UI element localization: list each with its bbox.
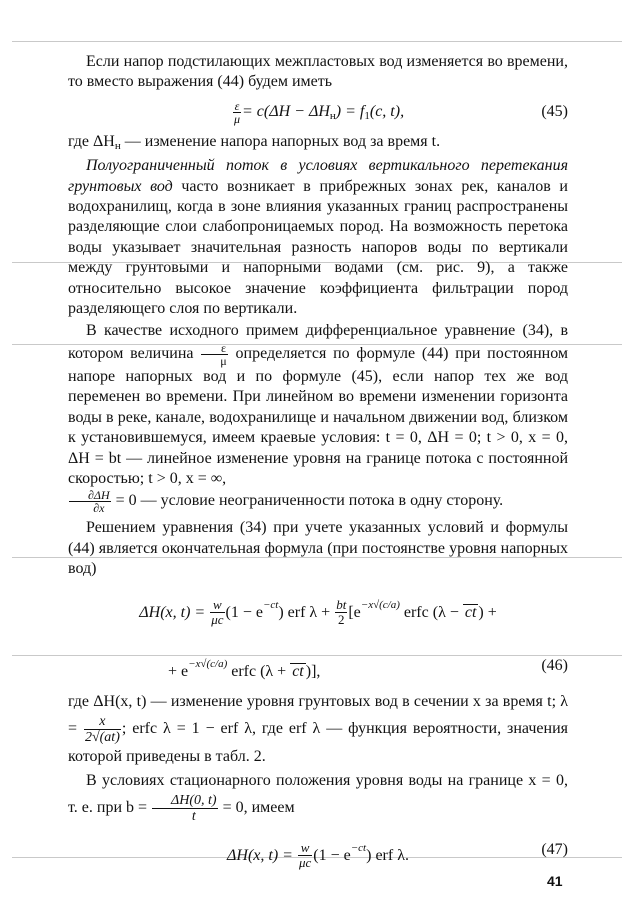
equation-46-line-1: ΔH(x, t) = $\frac{w}{\mu c}$ $(1 - e^{-ct})$ erf λ + $\frac{bt}{2}$ [$e^{-x√(c/a)}$ erfc (λ − ct ) + bbox=[139, 597, 497, 628]
fraction-w-muc: $\frac{w}{\mu c}$ bbox=[211, 597, 224, 628]
fraction-eps-mu: $\frac{\varepsilon}{\mu}$ bbox=[201, 342, 227, 367]
fraction-eps-mu: $\frac{\varepsilon}{\mu}$ bbox=[233, 98, 240, 126]
paragraph-6: где ΔH(x, t) — изменение уровня грунтовых вод в сечении x за время t; λ = $\frac{x}{2√(at)}$ ; erfc λ = 1 − erf λ, где erf λ — функция вероятности, значения которой приведены в табл. 2. bbox=[68, 692, 568, 765]
fraction-partial: $\frac{\partial\Delta H}{\partial x}$ bbox=[69, 489, 111, 514]
equation-46-line-2: + $e^{-x√(c/a)}$ erfc (λ + ct )], (46) bbox=[168, 656, 568, 680]
scan-line bbox=[12, 41, 622, 42]
page-content bbox=[68, 52, 568, 876]
paragraph-4: В качестве исходного примем дифференциальное уравнение (34), в котором величина $\frac{\varepsilon}{\mu}$ определяется по формуле (44) при постоянном напоре напорных вод и по формуле (45), если напор тех же вод переменен во времени. При линейном во времени изменении горизонта воды в реке, канале, водохранилище и начальном движении вод, близком к установившемуся, имеем краевые условия: t = 0, ΔH = 0; t > 0, x = 0, ΔH = bt — линейное изменение уровня на границе потока с постоянной скоростью; t > 0, x = ∞, $\frac{\partial\Delta H}{\partial x}$ = 0 — условие неограниченности потока в одну сторону. bbox=[68, 322, 569, 516]
italic-heading: Полуограниченный поток в условиях вертикального перетекания грунтовых вод bbox=[68, 157, 568, 195]
equation-number: (46) bbox=[541, 656, 568, 674]
equation-number: (47) bbox=[541, 840, 568, 858]
paragraph-5: Решением уравнения (34) при учете указанных условий и формулы (44) является окончательная формула (при постоянстве уровня напорных вод) bbox=[68, 519, 568, 578]
equation-45: $\frac{\varepsilon}{\mu}$ = $c(\Delta H - \Delta H_н) = f_1(c$, t), (45) bbox=[233, 98, 568, 126]
fraction-bt-2: $\frac{bt}{2}$ bbox=[336, 597, 347, 628]
equation-47: ΔH(x, t) = $\frac{w}{\mu c}$ $(1 - e^{-ct})$ erf λ. (47) bbox=[227, 840, 568, 871]
paragraph-1: Если напор подстилающих межпластовых вод изменяется во времени, то вместо выражения (44) будем иметь bbox=[68, 53, 568, 91]
paragraph-2: где $\Delta H_н$ — изменение напора напорных вод за время t. bbox=[68, 132, 441, 152]
equation-number: (45) bbox=[541, 102, 568, 120]
paragraph-7: В условиях стационарного положения уровня воды на границе x = 0, т. е. при b = $\frac{\Delta H(0, t)}{t}$ = 0, имеем bbox=[68, 771, 568, 824]
fraction-b: $\frac{\Delta H(0, t)}{t}$ bbox=[152, 793, 218, 824]
page-number: 41 bbox=[547, 873, 563, 889]
sqrt-ct: ct bbox=[292, 662, 304, 680]
paragraph-3: Полуограниченный поток в условиях вертикального перетекания грунтовых вод часто возникает в прибрежных зонах рек, каналов и водохранилищ, когда в зоне влияния указанных границ распространены разделяющие слои слабопроницаемых пород. На возможность перетока воды указывает значительная разность напоров воды по вертикали между грунтовыми и напорными водами (см. рис. 9), а также относительно высокое значение коэффициента фильтрации пород разделяющего слоя по вертикали. bbox=[68, 157, 568, 318]
fraction-w-muc: $\frac{w}{\mu c}$ bbox=[298, 840, 312, 871]
fraction-lambda: $\frac{x}{2√(at)}$ bbox=[84, 713, 120, 745]
sqrt-ct: ct bbox=[464, 603, 477, 621]
